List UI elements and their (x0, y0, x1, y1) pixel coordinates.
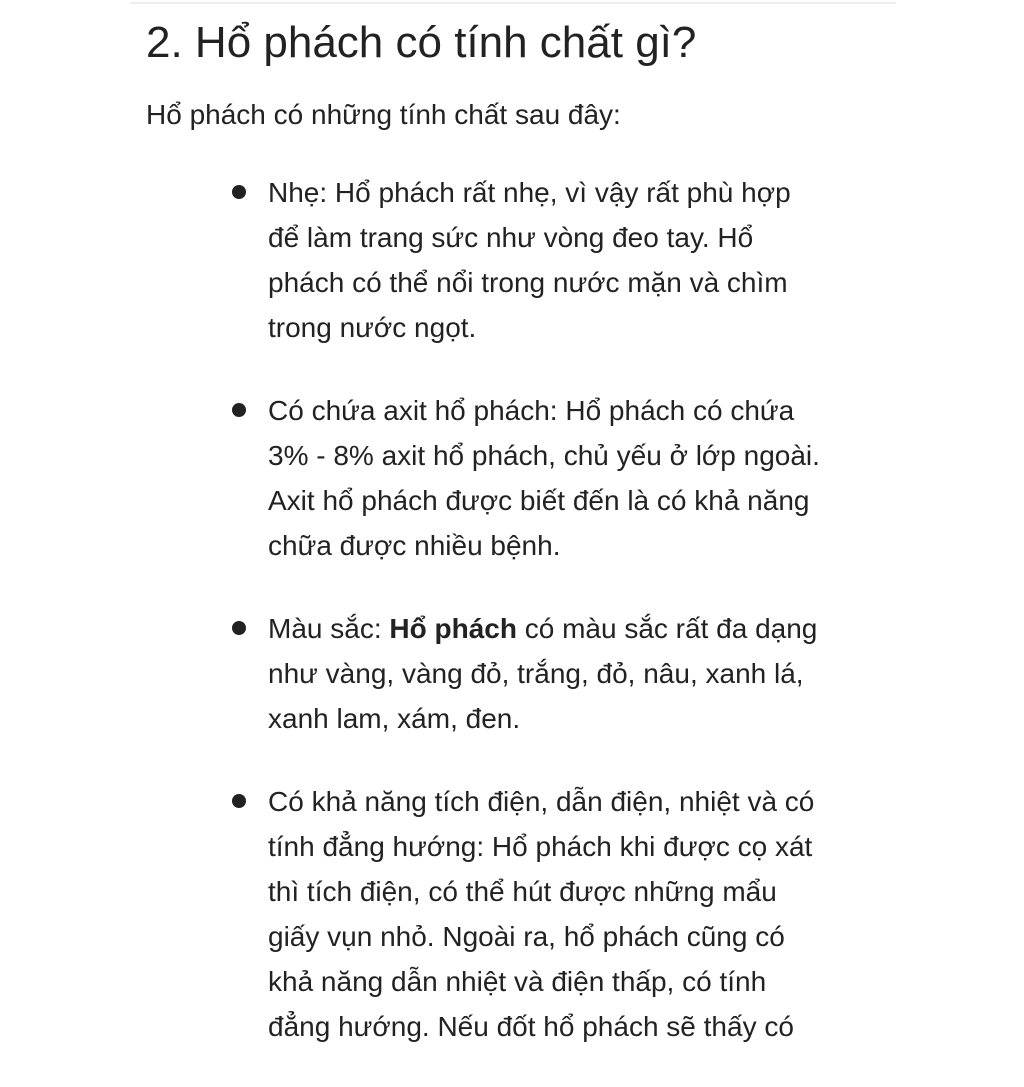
bullet-icon (232, 621, 246, 635)
list-item-colors (268, 606, 888, 741)
list-item-succinic-acid (268, 388, 888, 568)
list-item-line: như vàng, vàng đỏ, trắng, đỏ, nâu, xanh lá, (268, 658, 804, 689)
list-item-line: trong nước ngọt. (268, 312, 477, 343)
intro-text: Hổ phách có những tính chất sau đây: (146, 99, 621, 130)
list-item-line: khả năng dẫn nhiệt và điện thấp, có tính (268, 966, 767, 997)
list-item-line: giấy vụn nhỏ. Ngoài ra, hổ phách cũng có (268, 921, 785, 952)
bullet-icon (232, 403, 246, 417)
colors-text: có màu sắc rất đa dạng (516, 613, 818, 644)
list-item-line: chữa được nhiều bệnh. (268, 530, 561, 561)
list-item-line: Axit hổ phách được biết đến là có khả năng (268, 485, 810, 516)
list-item-line: Có chứa axit hổ phách: Hổ phách có chứa (268, 395, 795, 426)
top-divider (130, 2, 896, 4)
amber-bold-term: Hổ phách (389, 613, 517, 644)
properties-list (268, 170, 888, 1087)
list-item-line: Nhẹ: Hổ phách rất nhẹ, vì vậy rất phù hợp (268, 177, 791, 208)
list-item-line: xanh lam, xám, đen. (268, 703, 521, 734)
list-item-light (268, 170, 888, 350)
list-item-line: để làm trang sức như vòng đeo tay. Hổ (268, 222, 754, 253)
list-item-line: 3% - 8% axit hổ phách, chủ yếu ở lớp ngoài. (268, 440, 820, 471)
list-item-line: phách có thể nổi trong nước mặn và chìm (268, 267, 788, 298)
list-item-line (268, 606, 888, 651)
list-item-line: thì tích điện, có thể hút được những mẩu (268, 876, 777, 907)
colors-label: Màu sắc: (268, 613, 390, 644)
list-item-line: đẳng hướng. Nếu đốt hổ phách sẽ thấy có (268, 1011, 794, 1042)
bullet-icon (232, 185, 246, 199)
list-item-line: tính đẳng hướng: Hổ phách khi được cọ xát (268, 831, 813, 862)
section-heading: 2. Hổ phách có tính chất gì? (146, 18, 697, 67)
bullet-icon (232, 794, 246, 808)
list-item-line: Có khả năng tích điện, dẫn điện, nhiệt và có (268, 786, 815, 817)
list-item-electrical (268, 779, 888, 1049)
